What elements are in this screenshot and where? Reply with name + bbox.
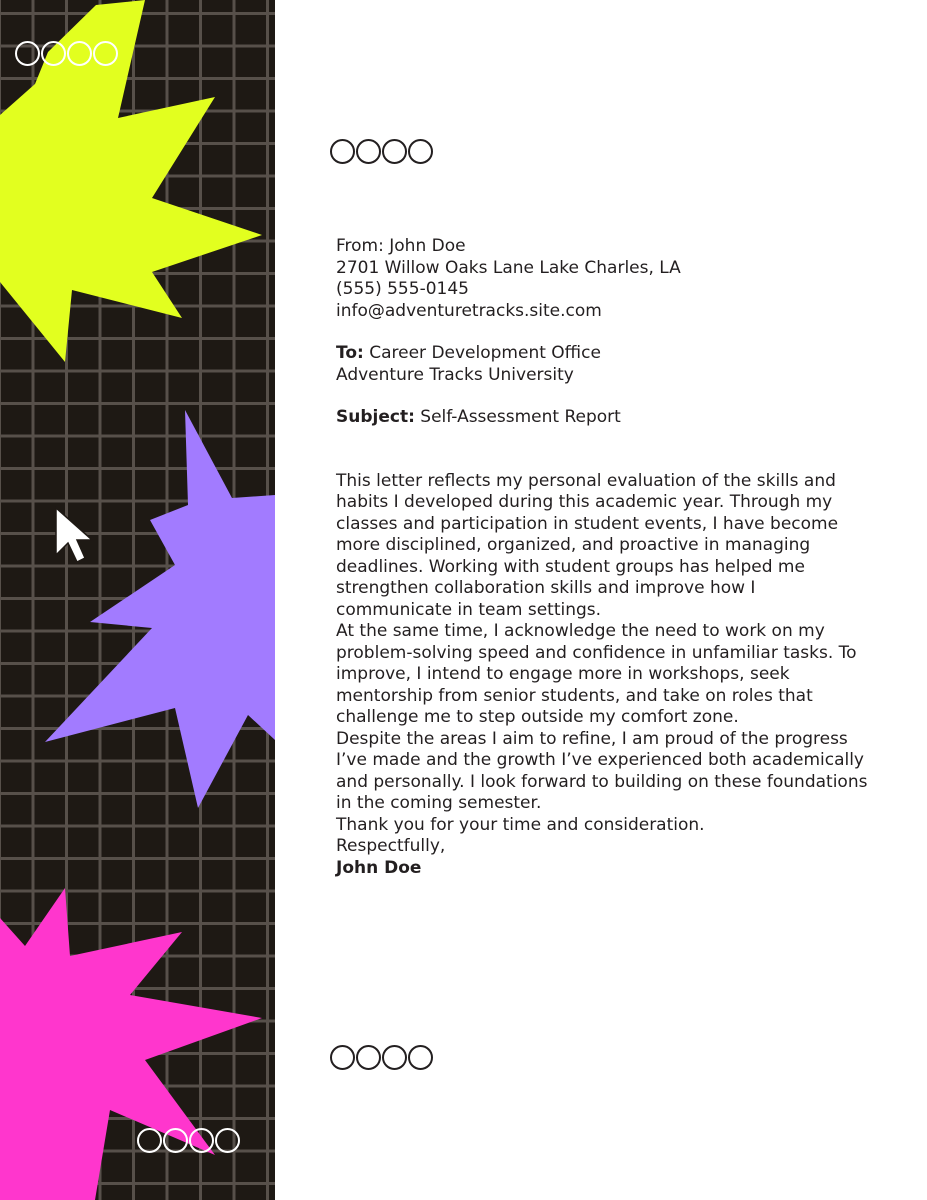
circle-icon [330,1045,355,1070]
body-paragraph-4: Thank you for your time and consideration. [336,814,705,835]
recipient-office: Career Development Office [369,343,601,363]
sidebar-artwork [0,0,275,1200]
circles-ornament-header [330,139,433,164]
pointer-cursor-icon [56,508,92,562]
circle-icon [382,139,407,164]
body-paragraph-3: Despite the areas I aim to refine, I am proud of the progress I’ve made and the growth I’ve experienced both academically and personally. I look forward to building on these foundations in the coming semester. [336,728,868,813]
circle-icon [189,1128,214,1153]
circles-ornament-top [15,41,118,66]
closing-salutation: Respectfully, [336,836,446,856]
circle-icon [215,1128,240,1153]
circle-icon [137,1128,162,1153]
circle-icon [382,1045,407,1070]
sender-email: info@adventuretracks.site.com [336,300,602,321]
sender-block [336,236,876,322]
signature-name: John Doe [336,857,422,878]
recipient-line [336,343,876,365]
circle-icon [408,1045,433,1070]
body-paragraph-2: At the same time, I acknowledge the need to work on my problem-solving speed and confidence in unfamiliar tasks. To improve, I intend to engage more in workshops, seek mentorship from senior students, and take on roles that challenge me to step outside my comfort zone. [336,621,857,727]
circle-icon [93,41,118,66]
to-label: To: [336,343,364,363]
circle-icon [15,41,40,66]
circles-ornament-bottom [137,1128,240,1153]
circles-ornament-footer [330,1045,433,1070]
sender-address: 2701 Willow Oaks Lane Lake Charles, LA [336,257,681,278]
recipient-block [336,343,876,386]
subject-line [336,407,876,429]
circle-icon [356,1045,381,1070]
sender-phone: (555) 555-0145 [336,279,469,299]
subject-block [336,407,876,429]
circle-icon [163,1128,188,1153]
decorative-sidebar [0,0,275,1200]
circle-icon [330,139,355,164]
pink-starburst [0,888,262,1200]
letter-content [336,236,876,879]
circle-icon [356,139,381,164]
recipient-institution: Adventure Tracks University [336,364,574,385]
purple-starburst [45,410,275,808]
subject-text: Self-Assessment Report [420,407,621,427]
circle-icon [408,139,433,164]
subject-label: Subject: [336,407,415,427]
circle-icon [67,41,92,66]
body-paragraph-1: This letter reflects my personal evaluation of the skills and habits I developed during this academic year. Through my classes and participation in student events, I have become more disciplined, organized, and proactive in managing deadlines. Working with student groups has helped me strengthen collaboration skills and improve how I communicate in team settings. [336,470,839,620]
from-line: From: John Doe [336,236,466,256]
circle-icon [41,41,66,66]
